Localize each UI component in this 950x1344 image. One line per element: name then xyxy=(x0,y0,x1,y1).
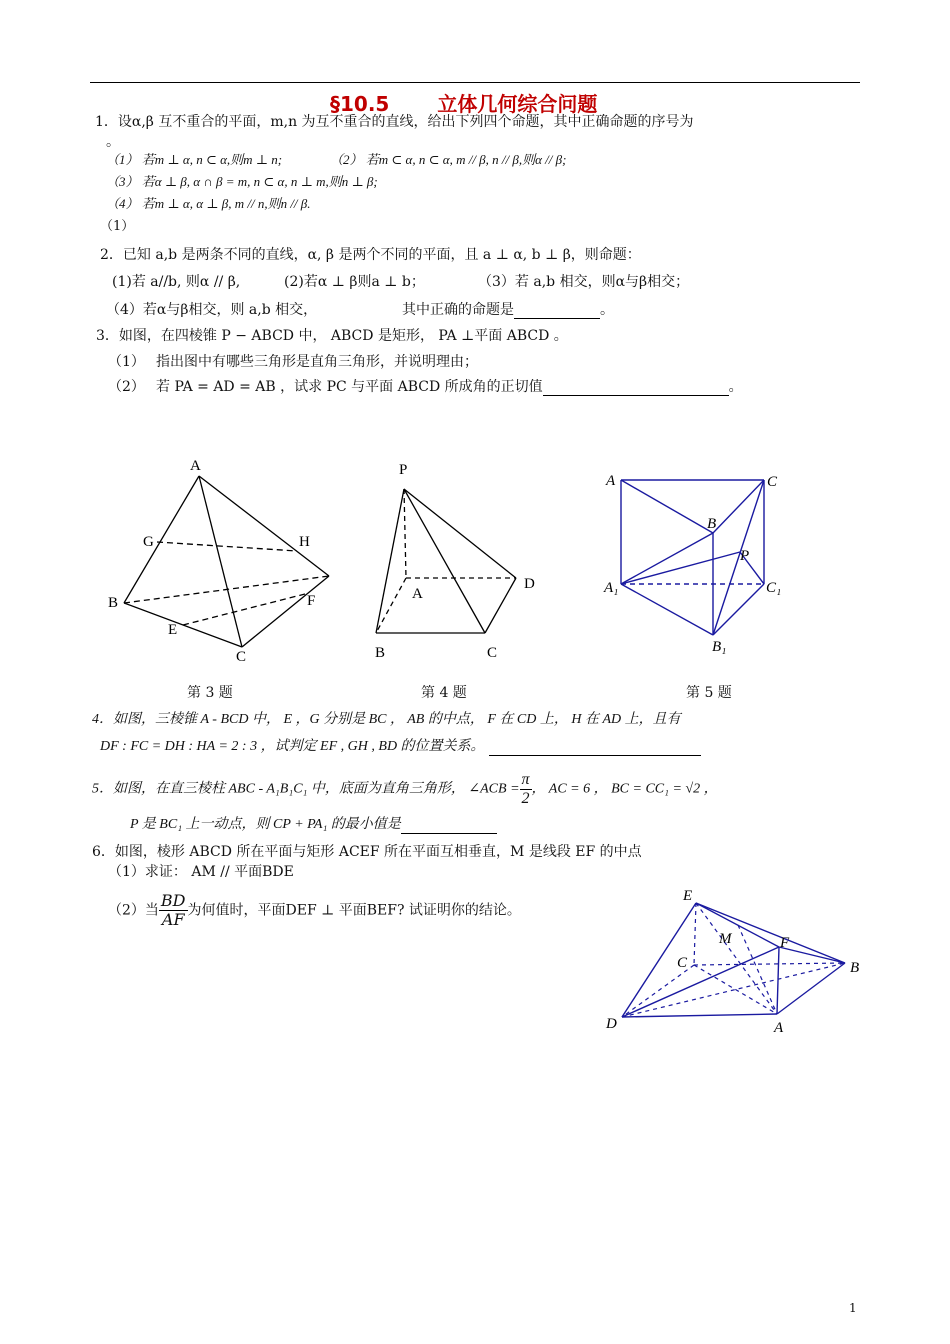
edge-BD-hidden xyxy=(124,576,329,603)
edge-CD xyxy=(242,576,329,647)
segment-EA-hidden xyxy=(696,903,777,1014)
label-C: C xyxy=(236,649,247,665)
label-A: A xyxy=(190,458,201,474)
label-A1: A₁ xyxy=(604,580,619,596)
q1-answer: （1） xyxy=(100,219,135,234)
label-C: C xyxy=(487,645,498,661)
segment-PC1 xyxy=(740,552,764,584)
q1-prop-1: （1） 若m ⊥ α, n ⊂ α,则m ⊥ n; xyxy=(106,152,283,167)
edge-DF xyxy=(622,947,779,1017)
q1-prop-3: （3） 若α ⊥ β, α ∩ β = m, n ⊂ α, n ⊥ m,则n ⊥ β; xyxy=(106,174,378,189)
label-B: B xyxy=(850,960,860,976)
segment-EF xyxy=(183,594,305,625)
label-A: A xyxy=(774,1020,784,1036)
edge-AB-hidden xyxy=(376,578,406,633)
edge-CD-hidden xyxy=(622,965,694,1017)
header-rule xyxy=(90,82,860,83)
label-C1: C₁ xyxy=(766,580,782,596)
edge-PB xyxy=(376,489,404,633)
edge-ED xyxy=(622,903,696,1017)
label-D: D xyxy=(606,1016,617,1032)
label-M: M xyxy=(719,931,732,947)
q1-prop-2: （2） 若m ⊂ α, n ⊂ α, m // β, n // β,则α // β; xyxy=(330,152,567,167)
edge-CA-hidden xyxy=(694,965,777,1014)
q5-line-2: P 是 BC₁ 上一动点，则 CP + PA₁ 的最小值是 xyxy=(130,816,497,834)
edge-DA xyxy=(622,1014,777,1017)
q3-part-1-num: （1） xyxy=(108,354,145,370)
q1-stem-tail: 。 xyxy=(106,134,120,150)
q5-angle-fraction: $\frac{\pi}{2}$ xyxy=(521,771,530,807)
label-A: A xyxy=(412,586,423,602)
label-P: P xyxy=(740,548,750,564)
label-G: G xyxy=(143,534,154,550)
label-B: B xyxy=(707,516,717,532)
q2-prop-4: （4）若α与β相交，则 a,b 相交， xyxy=(106,302,318,318)
q2-stem: 2．已知 a,b 是两条不同的直线，α, β 是两个不同的平面，且 a ⊥ α, b ⊥ β，则命题： xyxy=(100,247,641,263)
page-title: §10.5 立体几何综合问题 xyxy=(330,92,598,116)
edge-FB xyxy=(779,947,845,963)
segment-A1B xyxy=(621,533,713,584)
label-A: A xyxy=(606,473,616,489)
q2-answer-blank[interactable] xyxy=(514,304,600,319)
edge-AC xyxy=(199,476,242,647)
edge-EF xyxy=(696,903,779,947)
q3-part-2-num: （2） xyxy=(108,379,145,395)
label-C: C xyxy=(677,955,688,971)
q4-answer-blank[interactable] xyxy=(489,741,701,756)
label-B: B xyxy=(108,595,119,611)
segment-MA-hidden xyxy=(738,925,777,1014)
q1-stem: 1．设α,β 互不重合的平面，m,n 为互不重合的直线，给出下列四个命题，其中正确命题的序号为 xyxy=(95,114,694,130)
page-number: 1 xyxy=(849,1301,857,1315)
q4-line-2: DF : FC = DH : HA = 2 : 3 ，试判定 EF , GH , BD 的位置关系。 xyxy=(100,738,701,756)
q1-prop-4: （4） 若m ⊥ α, α ⊥ β, m // n,则n // β. xyxy=(106,196,311,211)
q3-part-2: 若 PA = AD = AB ，试求 PC 与平面 ABCD 所成角的正切值 。 xyxy=(156,379,743,395)
q6-ratio-fraction: $\frac{BD}{AF}$ xyxy=(160,891,186,929)
edge-PC xyxy=(404,489,485,633)
q3-part-1: 指出图中有哪些三角形是直角三角形，并说明理由； xyxy=(156,354,478,370)
edge-AB xyxy=(124,476,199,603)
segment-BC1-diag xyxy=(713,480,764,635)
q2-prop-3: （3）若 a,b 相交，则α与β相交； xyxy=(478,274,690,290)
q2-ask: 其中正确的命题是 。 xyxy=(402,302,614,318)
q3-answer-blank[interactable] xyxy=(543,381,729,396)
edge-PD xyxy=(404,489,516,578)
edge-BC xyxy=(713,480,764,533)
edge-PA-hidden xyxy=(404,489,406,578)
q2-prop-1: (1)若 a//b, 则α // β, xyxy=(112,274,241,290)
segment-GH xyxy=(157,542,297,551)
edge-FA xyxy=(777,947,779,1014)
q6-part-1: （1）求证： AM // 平面BDE xyxy=(108,864,294,880)
label-H: H xyxy=(299,534,310,550)
label-P: P xyxy=(399,462,408,478)
edge-A1B1 xyxy=(621,584,713,635)
label-F: F xyxy=(780,935,790,951)
q5-answer-blank[interactable] xyxy=(401,819,497,834)
label-E: E xyxy=(683,888,693,904)
label-B1: B₁ xyxy=(712,639,727,655)
edge-AB xyxy=(777,963,845,1014)
q2-prop-2: (2)若α ⊥ β则a ⊥ b； xyxy=(284,274,425,290)
edge-DB-hidden xyxy=(622,963,845,1017)
q4-line-1: 4．如图，三棱锥 A - BCD 中， E ，G 分别是 BC ， AB 的中点， F 在 CD 上， H 在 AD 上，且有 xyxy=(92,712,681,727)
figure-4-caption: 第 4 题 xyxy=(421,685,467,701)
edge-BC xyxy=(124,603,242,647)
label-F: F xyxy=(307,593,316,609)
figure-3-caption: 第 3 题 xyxy=(187,685,233,701)
edge-CD xyxy=(485,578,516,633)
edge-EB xyxy=(696,903,845,963)
label-B: B xyxy=(375,645,386,661)
edge-AD xyxy=(199,476,329,576)
figure-5-caption: 第 5 题 xyxy=(686,685,732,701)
label-D: D xyxy=(524,576,535,592)
edge-CB-hidden xyxy=(694,963,845,965)
label-E: E xyxy=(168,622,178,638)
q5-line-1: 5．如图，在直三棱柱 ABC - A₁B₁C₁ 中，底面为直角三角形， ∠ACB = $\frac{\pi}{2}$ ， AC = 6 ， BC = CC₁ = √2 ， xyxy=(92,771,718,807)
edge-B1C1 xyxy=(713,584,764,635)
segment-A1P xyxy=(621,552,740,584)
q6-part-2: （2）当 $\frac{BD}{AF}$ 为何值时，平面DEF ⊥ 平面BEF? 试证明你的结论。 xyxy=(108,891,521,929)
q6-stem: 6．如图，棱形 ABCD 所在平面与矩形 ACEF 所在平面互相垂直，M 是线段 EF 的中点 xyxy=(92,844,642,860)
edge-EC-hidden xyxy=(694,903,696,965)
label-C: C xyxy=(767,474,778,490)
q3-stem: 3．如图，在四棱锥 P − ABCD 中， ABCD 是矩形， PA ⊥平面 ABCD 。 xyxy=(96,328,568,344)
edge-AB xyxy=(621,480,713,533)
